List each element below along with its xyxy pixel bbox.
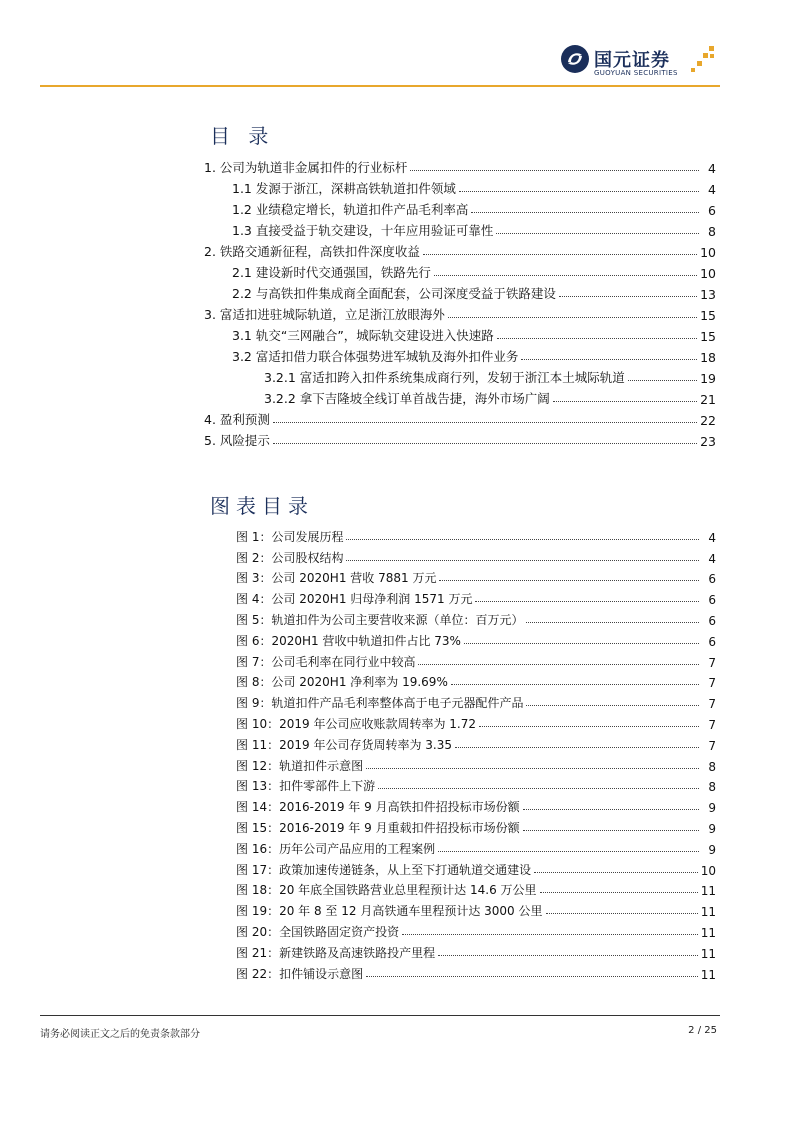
figure-item[interactable]: 图 1：公司发展历程 4 <box>236 529 716 545</box>
guoyuan-logo-icon <box>560 44 590 74</box>
toc-item[interactable]: 3.1 轨交“三网融合”，城际轨交建设进入快速路 15 <box>232 328 716 344</box>
figure-item[interactable]: 图 14：2016-2019 年 9 月高铁扣件招投标市场份额 9 <box>236 800 716 816</box>
toc-item[interactable]: 2.1 建设新时代交通强国，铁路先行 10 <box>232 265 716 281</box>
figure-item[interactable]: 图 15：2016-2019 年 9 月重载扣件招投标市场份额 9 <box>236 820 716 836</box>
footer-divider <box>40 1015 720 1016</box>
figure-item[interactable]: 图 11：2019 年公司存货周转率为 3.35 7 <box>236 737 716 753</box>
header-divider <box>40 85 720 87</box>
company-name-en: GUOYUAN SECURITIES <box>594 69 678 77</box>
figure-item[interactable]: 图 20：全国铁路固定资产投资 11 <box>236 924 716 940</box>
toc-list <box>204 155 716 449</box>
figure-item[interactable]: 图 7：公司毛利率在同行业中较高 7 <box>236 654 716 670</box>
figure-item[interactable]: 图 13：扣件零部件上下游 8 <box>236 779 716 795</box>
toc-item[interactable]: 1.1 发源于浙江，深耕高铁轨道扣件领域 4 <box>232 181 716 197</box>
figure-item[interactable]: 图 22：扣件铺设示意图 11 <box>236 966 716 982</box>
disclaimer-note: 请务必阅读正文之后的免责条款部分 <box>40 1029 200 1040</box>
figure-item[interactable]: 图 17：政策加速传递链条，从上至下打通轨道交通建设 10 <box>236 862 716 878</box>
toc-title: 目 录 <box>210 124 275 148</box>
figure-item[interactable]: 图 16：历年公司产品应用的工程案例 9 <box>236 841 716 857</box>
figure-item[interactable]: 图 5：轨道扣件为公司主要营收来源（单位：百万元） 6 <box>236 612 716 628</box>
company-name-cn: 国元证券 <box>594 50 670 71</box>
toc-item[interactable]: 2. 铁路交通新征程，高铁扣件深度收益 10 <box>204 244 716 260</box>
figure-item[interactable]: 图 18：20 年底全国铁路营业总里程预计达 14.6 万公里 11 <box>236 883 716 899</box>
toc-item[interactable]: 2.2 与高铁扣件集成商全面配套，公司深度受益于铁路建设 13 <box>232 286 716 302</box>
company-logo <box>560 44 720 80</box>
figures-title: 图表目录 <box>210 494 314 518</box>
figure-item[interactable]: 图 6：2020H1 营收中轨道扣件占比 73% 6 <box>236 633 716 649</box>
figure-item[interactable]: 图 10：2019 年公司应收账款周转率为 1.72 7 <box>236 716 716 732</box>
page-number: 2 / 25 <box>688 1025 717 1036</box>
toc-item[interactable]: 3.2.2 拿下吉隆坡全线订单首战告捷，海外市场广阔 21 <box>264 391 716 407</box>
figure-item[interactable]: 图 2：公司股权结构 4 <box>236 550 716 566</box>
figure-item[interactable]: 图 12：轨道扣件示意图 8 <box>236 758 716 774</box>
figure-item[interactable]: 图 21：新建铁路及高速铁路投产里程 11 <box>236 945 716 961</box>
toc-item[interactable]: 3.2.1 富适扣跨入扣件系统集成商行列，发轫于浙江本土城际轨道 19 <box>264 370 716 386</box>
toc-item[interactable]: 1. 公司为轨道非金属扣件的行业标杆 4 <box>204 160 716 176</box>
figure-item[interactable]: 图 4：公司 2020H1 归母净利润 1571 万元 6 <box>236 592 716 608</box>
logo-accent-squares-icon <box>691 44 717 74</box>
toc-item[interactable]: 4. 盈利预测 22 <box>204 412 716 428</box>
figures-list <box>236 524 716 982</box>
toc-item[interactable]: 1.2 业绩稳定增长，轨道扣件产品毛利率高 6 <box>232 202 716 218</box>
toc-item[interactable]: 3.2 富适扣借力联合体强势进军城轨及海外扣件业务 18 <box>232 349 716 365</box>
figure-item[interactable]: 图 8：公司 2020H1 净利率为 19.69% 7 <box>236 675 716 691</box>
figure-item[interactable]: 图 19：20 年 8 至 12 月高铁通车里程预计达 3000 公里 11 <box>236 904 716 920</box>
toc-item[interactable]: 5. 风险提示 23 <box>204 433 716 449</box>
figure-item[interactable]: 图 9：轨道扣件产品毛利率整体高于电子元器配件产品 7 <box>236 696 716 712</box>
figure-item[interactable]: 图 3：公司 2020H1 营收 7881 万元 6 <box>236 571 716 587</box>
toc-item[interactable]: 1.3 直接受益于轨交建设，十年应用验证可靠性 8 <box>232 223 716 239</box>
toc-item[interactable]: 3. 富适扣进驻城际轨道，立足浙江放眼海外 15 <box>204 307 716 323</box>
